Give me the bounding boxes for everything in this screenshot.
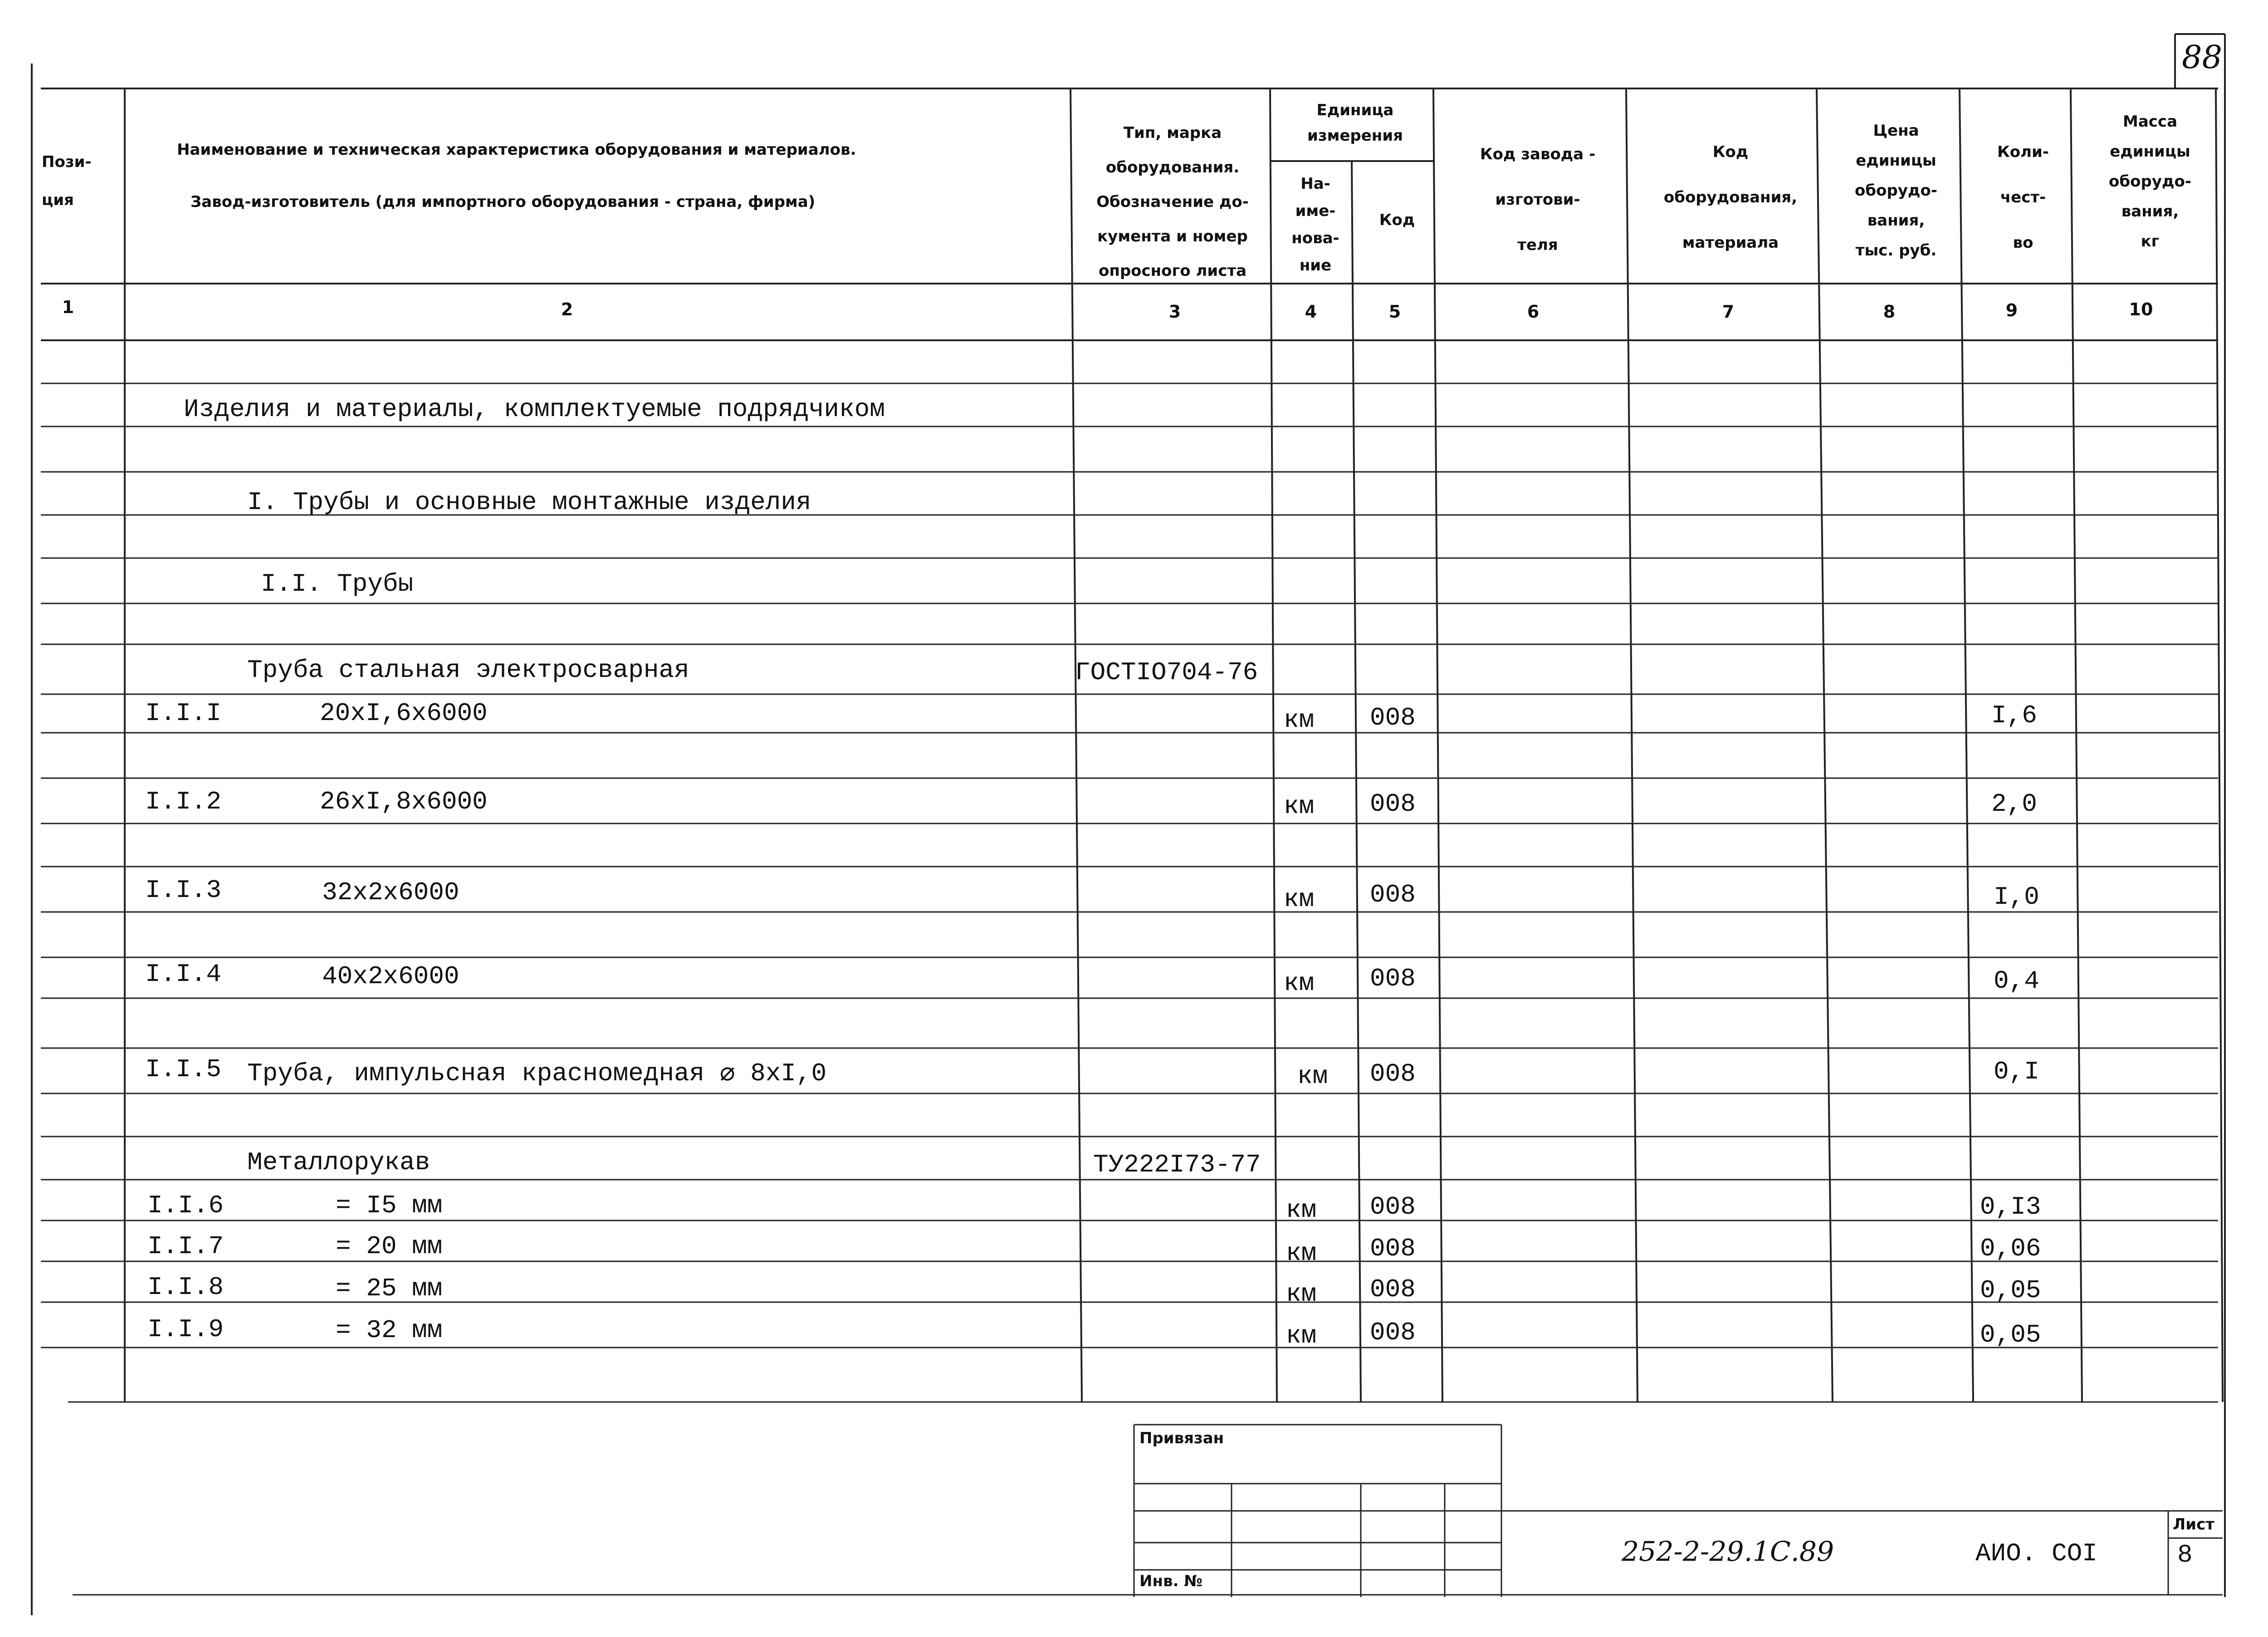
- stamp-inventory-number: Инв. №: [1139, 1572, 1203, 1590]
- group-doc-steel-pipe: ГОСТIО704-76: [1075, 658, 1258, 687]
- header-mass: Масса единицы оборудо- вания, кг: [2109, 113, 2191, 250]
- header-unit-code: Код: [1379, 211, 1415, 229]
- row-name: 32х2х6000: [322, 878, 459, 907]
- row-name: = 20 мм: [336, 1232, 443, 1261]
- row-unit: км: [1286, 1279, 1317, 1309]
- colnum-2: 2: [561, 299, 573, 319]
- page-number: 88: [2182, 39, 2223, 76]
- row-position: I.I.3: [145, 876, 222, 905]
- row-code: 008: [1370, 1318, 1416, 1347]
- stamp-album-code: АИО. СОI: [1975, 1539, 2097, 1568]
- row-code: 008: [1370, 1234, 1416, 1263]
- row-quantity: 0,I: [1994, 1057, 2039, 1086]
- row-unit: км: [1297, 1062, 1328, 1091]
- header-price: Цена единицы оборудо- вания, тыс. руб.: [1855, 122, 1937, 260]
- row-position: I.I.8: [147, 1273, 224, 1302]
- stamp-document-code: 252-2-29.1С.89: [1622, 1536, 1834, 1568]
- row-name: 26хI,8х6000: [320, 787, 488, 816]
- header-name-line1: Наименование и техническая характеристика оборудования и материалов.: [177, 141, 856, 159]
- colnum-1: 1: [62, 297, 74, 317]
- header-factory-code: Код завода - изготови- теля: [1480, 145, 1596, 254]
- group-name-metal-hose: Металлорукав: [247, 1148, 430, 1177]
- row-position: I.I.9: [147, 1315, 224, 1344]
- header-unit-name: На- име- нова- ние: [1291, 175, 1339, 274]
- colnum-5: 5: [1388, 302, 1401, 322]
- row-unit: км: [1284, 885, 1315, 914]
- row-name: = 32 мм: [336, 1316, 443, 1345]
- colnum-7: 7: [1722, 302, 1735, 322]
- header-name-line2: Завод-изготовитель (для импортного оборудования - страна, фирма): [191, 193, 816, 211]
- row-position: I.I.4: [145, 960, 222, 989]
- row-code: 008: [1370, 789, 1416, 818]
- header-position: Пози- ция: [42, 153, 92, 209]
- colnum-9: 9: [2005, 300, 2018, 320]
- group-doc-metal-hose: ТУ222I73-77: [1093, 1150, 1261, 1179]
- row-quantity: 0,06: [1980, 1234, 2041, 1263]
- row-position: I.I.6: [147, 1191, 224, 1220]
- row-quantity: 0,05: [1980, 1276, 2041, 1305]
- row-code: 008: [1370, 880, 1416, 909]
- colnum-10: 10: [2129, 299, 2153, 319]
- section-heading-pipes-main: I. Трубы и основные монтажные изделия: [247, 488, 811, 517]
- header-unit-group: Единица измерения: [1307, 101, 1403, 145]
- row-name: = I5 мм: [336, 1191, 443, 1220]
- row-code: 008: [1370, 1275, 1416, 1304]
- colnum-8: 8: [1883, 302, 1896, 322]
- row-code: 008: [1370, 703, 1416, 732]
- row-unit: км: [1284, 969, 1315, 998]
- row-name: = 25 мм: [336, 1274, 443, 1303]
- row-code: 008: [1370, 964, 1416, 993]
- row-quantity: I,6: [1991, 701, 2037, 730]
- row-unit: км: [1286, 1321, 1317, 1350]
- row-quantity: 0,05: [1980, 1320, 2041, 1349]
- row-unit: км: [1286, 1239, 1317, 1268]
- row-quantity: 0,4: [1994, 966, 2039, 995]
- colnum-3: 3: [1168, 302, 1181, 322]
- row-quantity: 0,I3: [1980, 1192, 2041, 1221]
- section-heading-materials: Изделия и материалы, комплектуемые подрядчиком: [184, 395, 885, 424]
- colnum-6: 6: [1527, 302, 1540, 322]
- header-quantity: Коли- чест- во: [1997, 143, 2049, 252]
- stamp-privyazan: Привязан: [1139, 1429, 1224, 1447]
- row-position: I.I.I: [145, 699, 222, 728]
- row-name: 20хI,6х6000: [320, 699, 488, 728]
- stamp-sheet-label: Лист: [2173, 1515, 2214, 1534]
- row-unit: км: [1286, 1196, 1317, 1225]
- header-type-doc: Тип, марка оборудования. Обозначение до- кумента и номер опросного листа: [1096, 124, 1249, 280]
- header-material-code: Код оборудования, материала: [1663, 143, 1798, 252]
- row-position: I.I.2: [145, 787, 222, 816]
- row-code: 008: [1370, 1192, 1416, 1221]
- row-position: I.I.7: [147, 1232, 224, 1261]
- row-name: Труба, импульсная красномедная ⌀ 8хI,0: [247, 1059, 827, 1088]
- group-name-steel-pipe: Труба стальная электросварная: [247, 656, 689, 685]
- row-quantity: 2,0: [1991, 789, 2037, 818]
- row-name: 40х2х6000: [322, 962, 459, 991]
- row-code: 008: [1370, 1059, 1416, 1088]
- section-heading-pipes: I.I. Трубы: [261, 569, 414, 598]
- colnum-4: 4: [1305, 302, 1317, 322]
- row-position: I.I.5: [145, 1055, 222, 1084]
- row-quantity: I,0: [1994, 882, 2039, 912]
- stamp-sheet-number: 8: [2177, 1540, 2193, 1569]
- row-unit: км: [1284, 706, 1315, 735]
- row-unit: км: [1284, 792, 1315, 821]
